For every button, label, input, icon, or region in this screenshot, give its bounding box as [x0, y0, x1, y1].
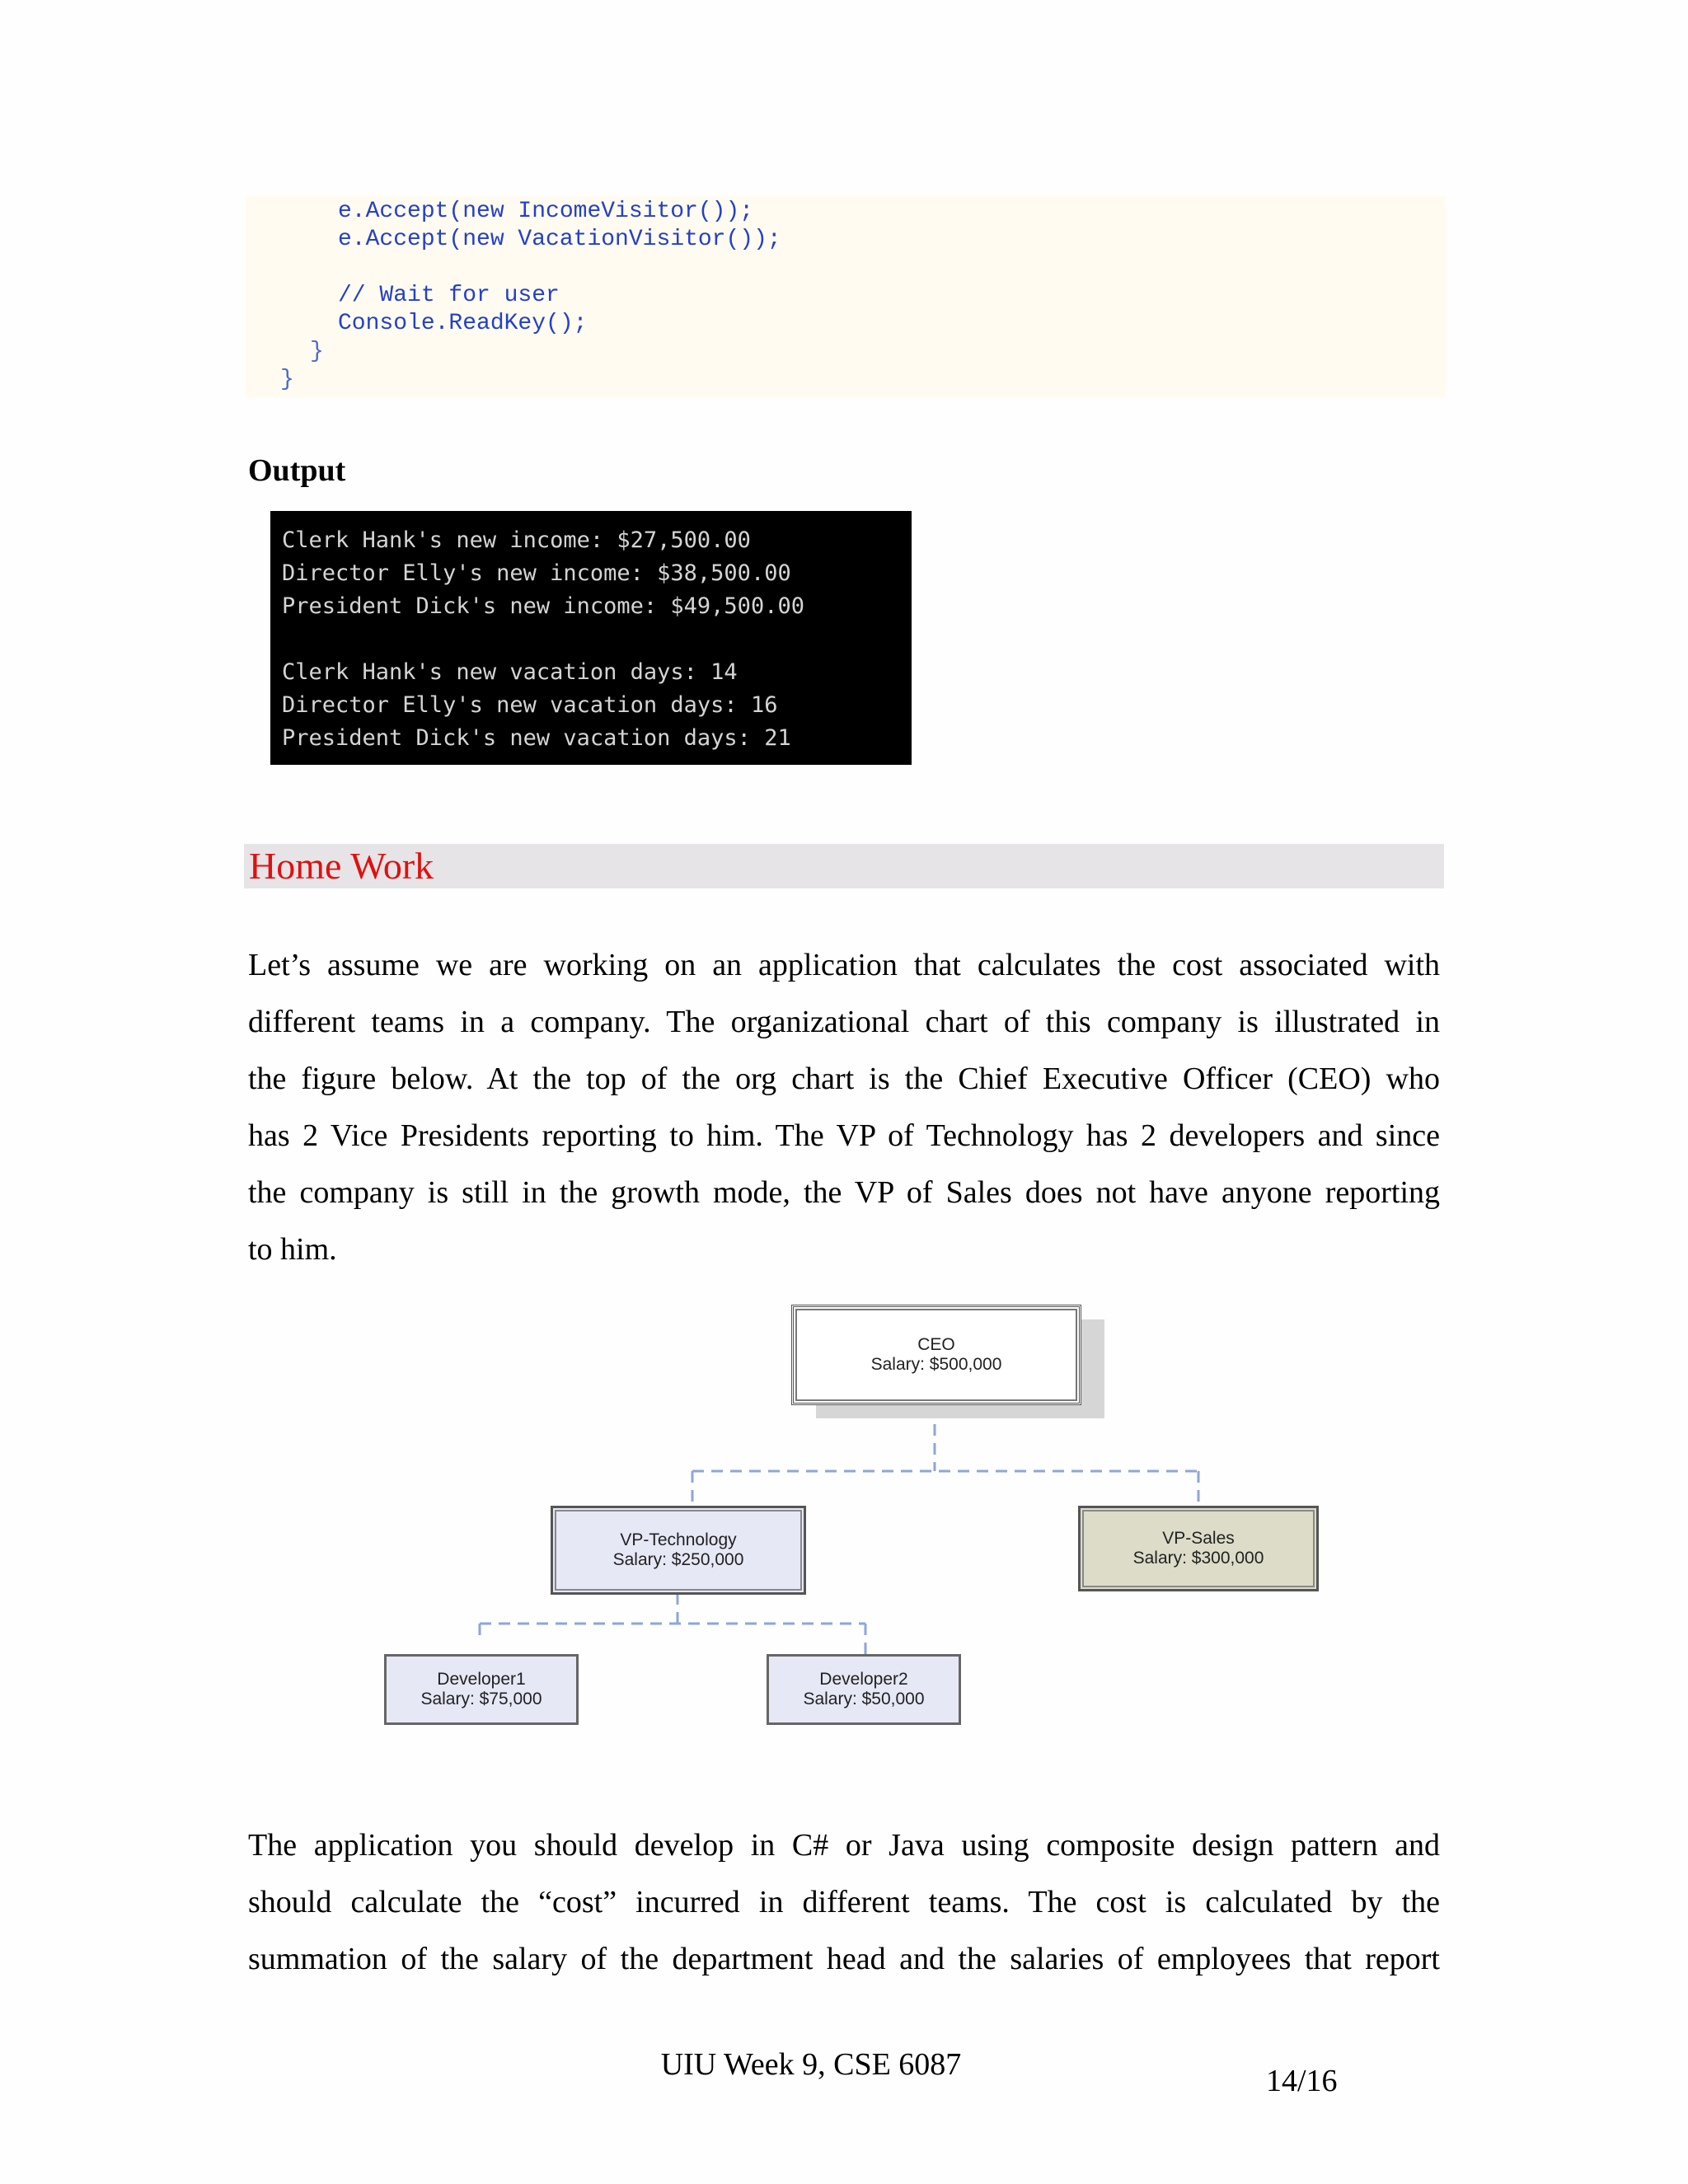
- org-node-title: Developer1: [437, 1670, 526, 1689]
- code-brace: }: [310, 339, 324, 364]
- org-node-title: Developer2: [819, 1670, 908, 1689]
- org-node-salary: Salary: $50,000: [803, 1690, 925, 1708]
- paragraph-line: to him.: [248, 1232, 337, 1267]
- org-node-ceo: [791, 1305, 1081, 1405]
- code-line: Console.ReadKey();: [338, 311, 588, 336]
- paragraph-line: different teams in a company. The organizational chart of this company is illustrated in: [248, 1005, 1440, 1039]
- console-line: Clerk Hank's new income: $27,500.00: [282, 527, 751, 553]
- code-comment: // Wait for user: [338, 283, 560, 308]
- section-title: Home Work: [249, 845, 434, 887]
- paragraph-line: should calculate the “cost” incurred in different teams. The cost is calculated by the: [248, 1885, 1440, 1919]
- code-line: e.Accept(new IncomeVisitor());: [338, 199, 754, 224]
- org-node-title: VP-Sales: [1162, 1529, 1235, 1548]
- org-node-title: VP-Technology: [620, 1530, 737, 1549]
- paragraph-line: the company is still in the growth mode, the VP of Sales does not have anyone reporting: [248, 1175, 1440, 1210]
- page-number: 14/16: [1266, 2064, 1338, 2098]
- org-node-title: CEO: [917, 1335, 955, 1354]
- code-line: e.Accept(new VacationVisitor());: [338, 227, 781, 252]
- section-header: [244, 844, 1444, 888]
- org-node-salary: Salary: $250,000: [612, 1550, 744, 1569]
- console-line: Clerk Hank's new vacation days: 14: [282, 659, 738, 685]
- org-node-salary: Salary: $300,000: [1132, 1549, 1264, 1568]
- console-line: President Dick's new income: $49,500.00: [282, 593, 804, 619]
- org-chart: [338, 1290, 1327, 1751]
- org-node-vp-technology: [551, 1506, 806, 1595]
- console-output: [270, 511, 912, 765]
- paragraph-line: The application you should develop in C# or Java using composite design pattern and: [248, 1828, 1440, 1863]
- org-node-salary: Salary: $75,000: [420, 1690, 542, 1708]
- org-node-developer2: [767, 1654, 961, 1725]
- org-node-salary: Salary: $500,000: [870, 1355, 1002, 1374]
- output-heading: Output: [248, 453, 346, 488]
- org-node-developer1: [384, 1654, 579, 1725]
- paragraph-line: has 2 Vice Presidents reporting to him. The VP of Technology has 2 developers and since: [248, 1118, 1440, 1153]
- code-snippet: [246, 196, 1446, 397]
- console-line: Director Elly's new income: $38,500.00: [282, 560, 791, 586]
- console-line: President Dick's new vacation days: 21: [282, 725, 791, 751]
- paragraph-line: summation of the salary of the department head and the salaries of employees that report: [248, 1942, 1440, 1976]
- code-brace: }: [280, 367, 294, 392]
- paragraph-line: the figure below. At the top of the org chart is the Chief Executive Officer (CEO) who: [248, 1062, 1440, 1096]
- paragraph-line: Let’s assume we are working on an application that calculates the cost associated with: [248, 948, 1440, 982]
- page-footer: UIU Week 9, CSE 6087: [660, 2047, 962, 2082]
- console-line: Director Elly's new vacation days: 16: [282, 692, 778, 718]
- org-node-vp-sales: [1078, 1506, 1319, 1591]
